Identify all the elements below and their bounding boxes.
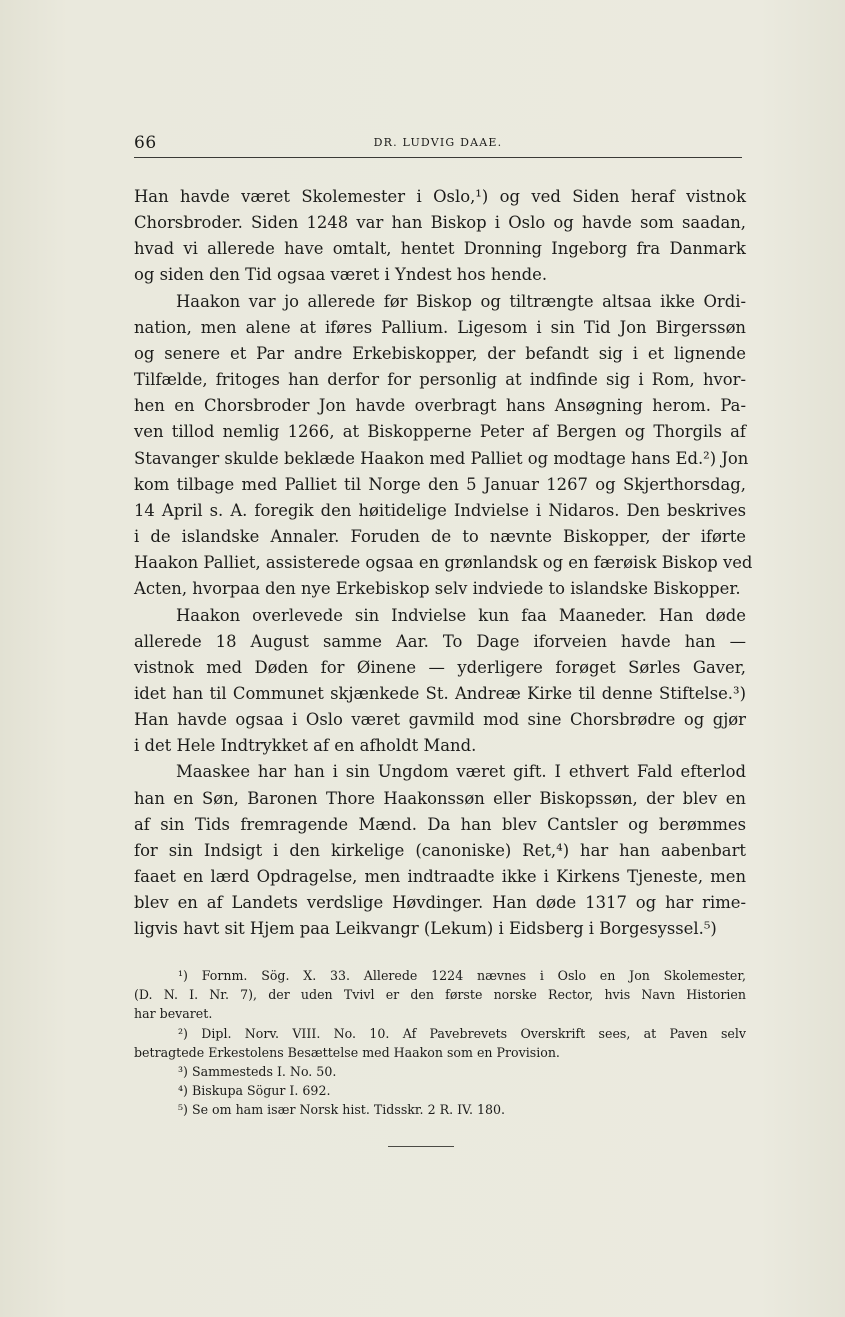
text-line: Acten, hvorpaa den nye Erkebiskop selv indviede to islandske Biskopper. <box>134 579 741 599</box>
text-line: blev en af Landets verdslige Høvdinger. Han døde 1317 og har rime- <box>134 893 746 913</box>
running-head: DR. LUDVIG DAAE. <box>373 136 503 149</box>
page-header <box>134 133 742 158</box>
footnote-line: ²) Dipl. Norv. VIII. No. 10. Af Pavebrevets Overskrift sees, at Paven selv <box>178 1025 746 1041</box>
footnote-line: ¹) Fornm. Sög. X. 33. Allerede 1224 nævnes i Oslo en Jon Skolemester, <box>178 968 746 983</box>
text-line: Haakon var jo allerede før Biskop og tiltrængte altsaa ikke Ordi- <box>176 291 746 311</box>
text-line: kom tilbage med Palliet til Norge den 5 Januar 1267 og Skjerthorsdag, <box>134 474 746 494</box>
text-line: Maaskee har han i sin Ungdom været gift. I ethvert Fald efterlod <box>176 762 746 782</box>
page-number: 66 <box>134 133 157 153</box>
text-line: i det Hele Indtrykket af en afholdt Mand. <box>134 736 477 756</box>
text-line: allerede 18 August samme Aar. To Dage iforveien havde han — <box>134 631 746 651</box>
text-line: 14 April s. A. foregik den høitidelige Indvielse i Nidaros. Den beskrives <box>134 500 746 520</box>
text-line: hvad vi allerede have omtalt, hentet Dronning Ingeborg fra Danmark <box>134 239 746 259</box>
footnote-line: betragtede Erkestolens Besættelse med Haakon som en Provision. <box>134 1044 560 1060</box>
text-line: af sin Tids fremragende Mænd. Da han blev Cantsler og berømmes <box>134 814 746 834</box>
text-line: Chorsbroder. Siden 1248 var han Biskop i Oslo og havde som saadan, <box>134 213 746 233</box>
text-line: og siden den Tid ogsaa været i Yndest hos hende. <box>134 265 548 285</box>
closing-rule <box>388 1146 454 1147</box>
text-line: i de islandske Annaler. Foruden de to nævnte Biskopper, der iførte <box>134 527 746 547</box>
text-line: og senere et Par andre Erkebiskopper, der befandt sig i et lignende <box>134 343 746 363</box>
footnote-line: har bevaret. <box>134 1006 213 1022</box>
text-line: Haakon Palliet, assisterede ogsaa en grønlandsk og en færøisk Biskop ved <box>134 553 753 573</box>
text-line: Haakon overlevede sin Indvielse kun faa Maaneder. Han døde <box>176 605 746 625</box>
footnote-line: ⁵) Se om ham især Norsk hist. Tidsskr. 2 R. IV. 180. <box>178 1102 505 1118</box>
main-text <box>134 184 753 943</box>
text-line: Han havde ogsaa i Oslo været gavmild mod sine Chorsbrødre og gjør <box>134 710 746 730</box>
text-line: Tilfælde, fritoges han derfor for personlig at indfinde sig i Rom, hvor- <box>134 370 746 390</box>
footnote-line: ³) Sammesteds I. No. 50. <box>178 1064 337 1080</box>
text-line: Stavanger skulde beklæde Haakon med Palliet og modtage hans Ed.²) Jon <box>134 448 749 468</box>
text-line: ven tillod nemlig 1266, at Biskopperne Peter af Bergen og Thorgils af <box>134 422 746 442</box>
text-line: idet han til Communet skjænkede St. Andreæ Kirke til denne Stiftelse.³) <box>134 683 746 703</box>
footnotes <box>134 966 746 1120</box>
text-line: faaet en lærd Opdragelse, men indtraadte ikke i Kirkens Tjeneste, men <box>134 867 746 887</box>
text-line: han en Søn, Baronen Thore Haakonssøn eller Biskopssøn, der blev en <box>134 788 746 808</box>
footnote-line: ⁴) Biskupa Sögur I. 692. <box>178 1083 331 1099</box>
text-line: nation, men alene at iføres Pallium. Ligesom i sin Tid Jon Birgerssøn <box>134 317 746 337</box>
text-line: hen en Chorsbroder Jon havde overbragt hans Ansøgning herom. Pa- <box>134 396 746 416</box>
footnote-line: (D. N. I. Nr. 7), der uden Tvivl er den første norske Rector, hvis Navn Historien <box>134 987 746 1003</box>
text-line: ligvis havt sit Hjem paa Leikvangr (Lekum) i Eidsberg i Borgesyssel.⁵) <box>134 919 717 939</box>
text-line: Han havde været Skolemester i Oslo,¹) og ved Siden heraf vistnok <box>134 187 746 206</box>
text-line: for sin Indsigt i den kirkelige (canoniske) Ret,⁴) har han aabenbart <box>134 840 746 860</box>
text-line: vistnok med Døden for Øinene — yderligere forøget Sørles Gaver, <box>134 657 746 677</box>
